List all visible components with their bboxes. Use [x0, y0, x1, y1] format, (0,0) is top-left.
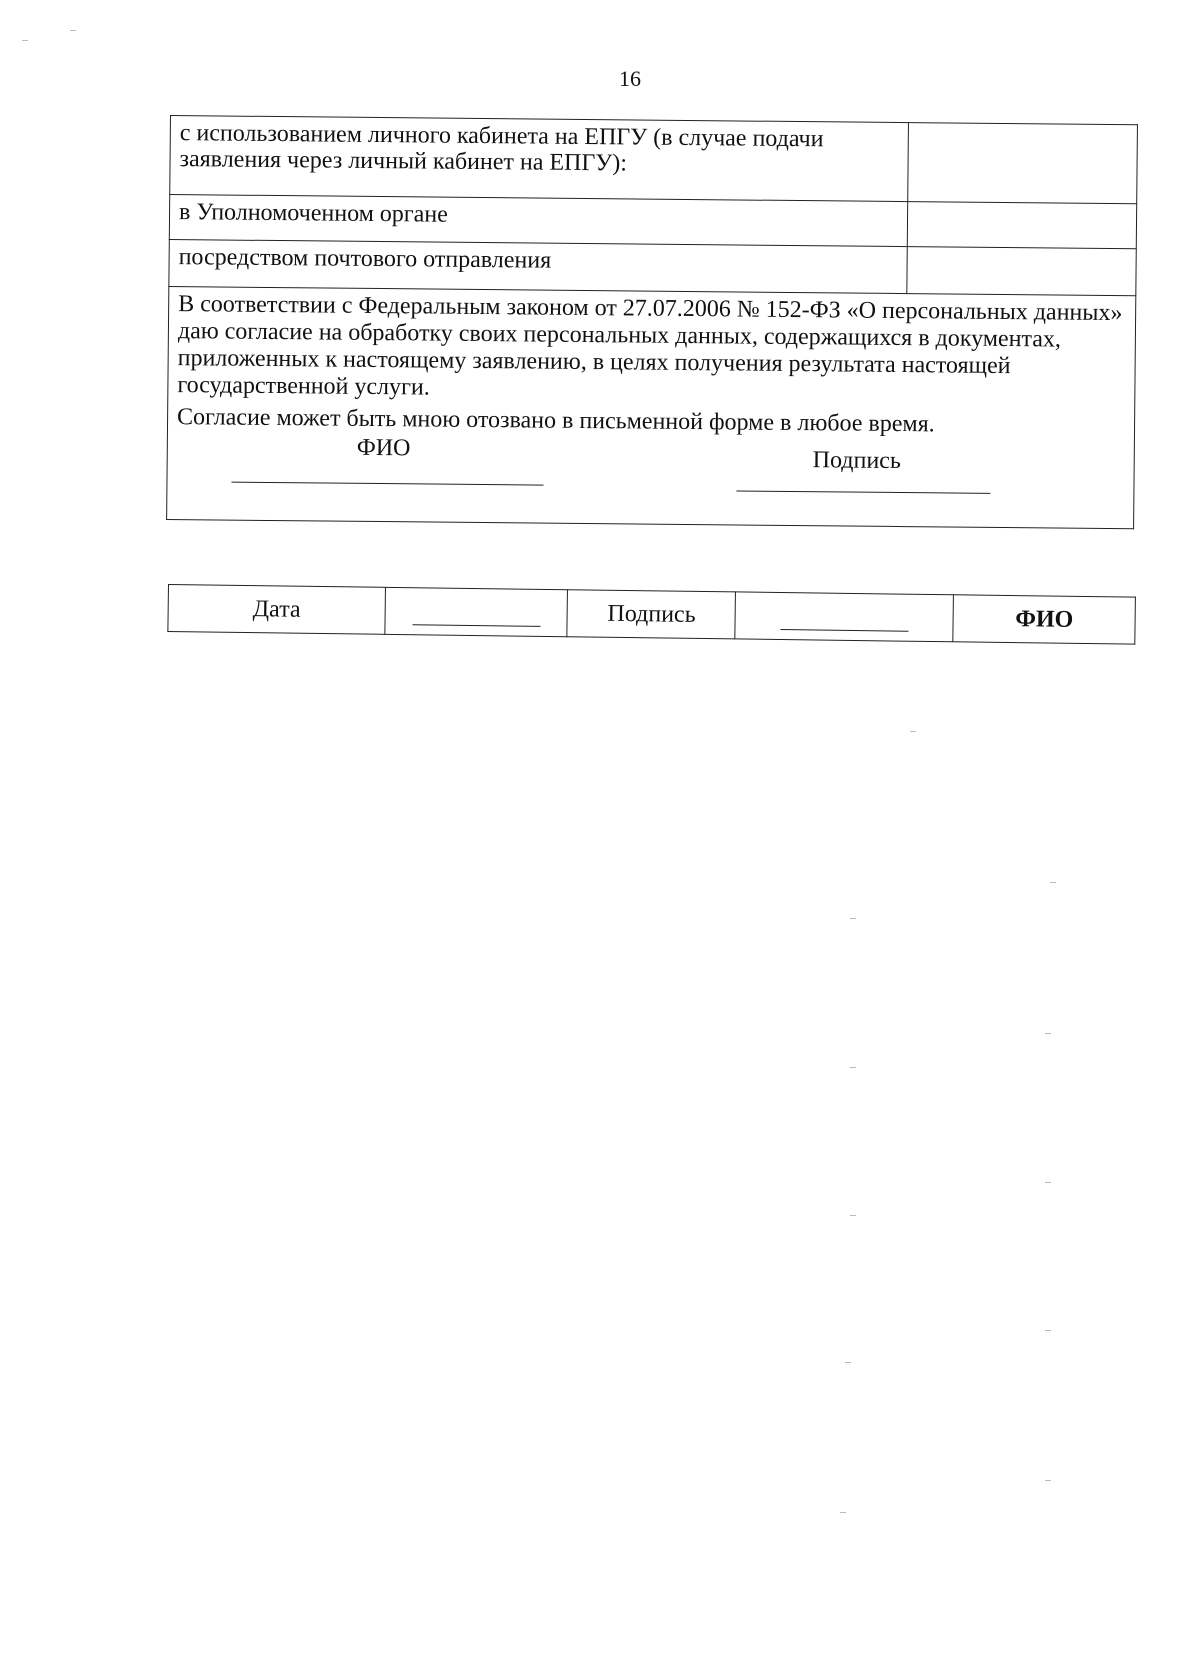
- signature-blank-line: [780, 611, 908, 632]
- consent-revocation-note: Согласие может быть мною отозвано в письменной форме в любое время.: [176, 404, 935, 438]
- delivery-option-checkbox[interactable]: [908, 123, 1138, 204]
- consent-signature-area: [176, 431, 1126, 510]
- consent-row: [167, 286, 1136, 528]
- delivery-method-table: [166, 115, 1138, 529]
- delivery-option-label: с использованием личного кабинета на ЕПГУ (в случае подачи заявления через личный кабинет на ЕПГУ):: [170, 116, 909, 202]
- scan-speck: [1045, 1480, 1051, 1481]
- date-field[interactable]: [385, 587, 568, 636]
- scan-speck: [910, 731, 916, 732]
- consent-signature-label: Подпись: [812, 447, 901, 475]
- signature-row: [168, 585, 1136, 645]
- scan-speck: [1045, 1033, 1051, 1034]
- scan-speck: [845, 1362, 851, 1363]
- fio-label: ФИО: [953, 595, 1135, 644]
- consent-text: В соответствии с Федеральным законом от 27.07.2006 № 152-ФЗ «О персональных данных» даю согласие на обработку своих персональных данных, содержащихся в документах, приложенных к настоящему заявлению, в целях получения результата настоящей государственной услуги.: [177, 291, 1123, 401]
- page-number: 16: [619, 66, 641, 91]
- scan-speck: [22, 40, 28, 41]
- scan-speck: [840, 1512, 846, 1513]
- delivery-option-checkbox[interactable]: [907, 202, 1136, 249]
- scan-speck: [70, 30, 76, 31]
- consent-fio-line[interactable]: [231, 482, 543, 486]
- date-blank-line: [412, 606, 540, 627]
- scan-speck: [850, 1067, 856, 1068]
- scan-speck: [1045, 1330, 1051, 1331]
- scan-speck: [850, 918, 856, 919]
- delivery-option-epgu: [170, 116, 1138, 204]
- delivery-option-label: в Уполномоченном органе: [169, 195, 907, 247]
- date-label: Дата: [168, 585, 386, 635]
- signature-field[interactable]: [735, 592, 954, 642]
- delivery-option-checkbox[interactable]: [907, 247, 1136, 296]
- signature-label: Подпись: [567, 590, 736, 639]
- consent-fio-label: ФИО: [356, 434, 411, 462]
- signature-table: [167, 584, 1136, 645]
- delivery-option-label: посредством почтового отправления: [169, 239, 907, 293]
- scan-speck: [850, 1215, 856, 1216]
- scan-speck: [1050, 882, 1056, 883]
- consent-signature-line[interactable]: [736, 490, 990, 493]
- scan-speck: [1045, 1182, 1051, 1183]
- consent-block: [167, 286, 1136, 528]
